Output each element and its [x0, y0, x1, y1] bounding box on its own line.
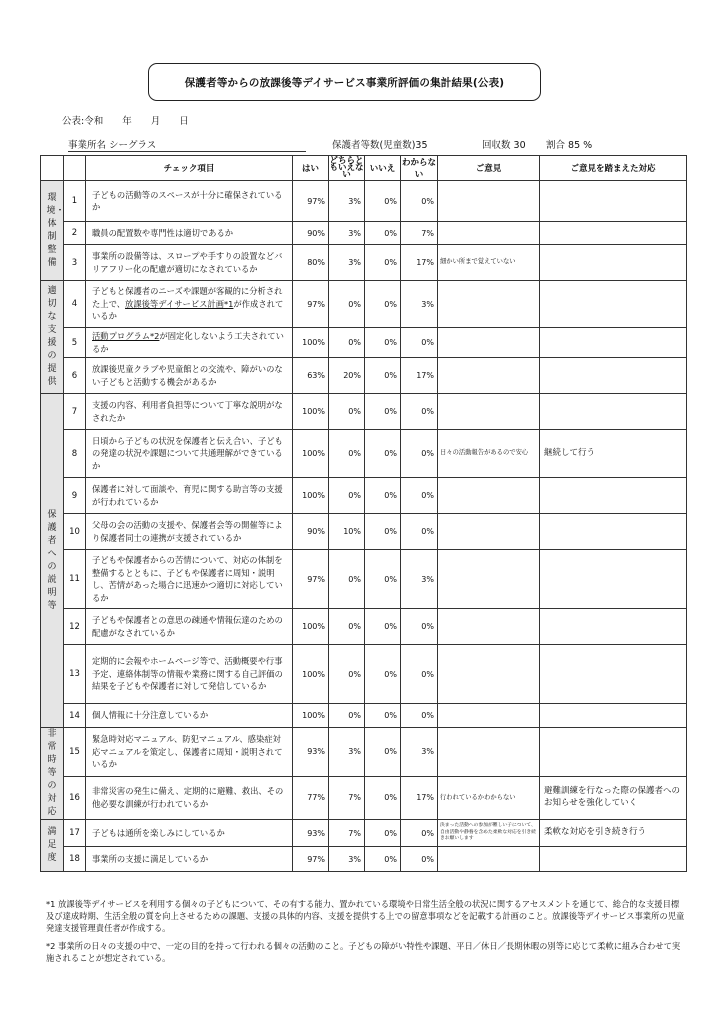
category-label: 満足度 [47, 827, 57, 863]
neither-percent: 3% [329, 245, 365, 281]
table-row [41, 550, 687, 609]
table-row [41, 728, 687, 777]
check-item [86, 847, 293, 872]
table-row [41, 222, 687, 245]
neither-percent: 3% [329, 181, 365, 222]
no-percent: 0% [365, 645, 401, 704]
response-cell [540, 514, 687, 550]
check-item-text: 父母の会の活動の支援や、保護者会等の開催等により保護者同士の連携が支援されているか [92, 520, 283, 543]
no-percent: 0% [365, 358, 401, 394]
opinion-cell: 日々の活動報告があるので安心 [438, 430, 540, 478]
guardian-count: 保護者等数(児童数)35 [332, 140, 428, 151]
no-percent: 0% [365, 609, 401, 645]
opinion-cell [438, 704, 540, 728]
neither-percent: 7% [329, 820, 365, 847]
response-cell [540, 645, 687, 704]
check-item [86, 609, 293, 645]
unknown-percent: 0% [401, 704, 438, 728]
unknown-percent: 0% [401, 394, 438, 430]
unknown-percent: 0% [401, 847, 438, 872]
yes-percent: 100% [293, 645, 329, 704]
item-number: 4 [64, 281, 86, 328]
neither-percent: 0% [329, 478, 365, 514]
check-item-text: 保護者に対して面談や、育児に関する助言等の支援が行われているか [92, 484, 283, 507]
yes-percent: 100% [293, 328, 329, 358]
yes-percent: 97% [293, 550, 329, 609]
table-header-row [41, 156, 687, 181]
check-item-text: 事業所の支援に満足しているか [92, 853, 209, 864]
yes-percent: 100% [293, 609, 329, 645]
opinion-cell [438, 550, 540, 609]
check-item-text: 子どもや保護者との意思の疎通や情報伝達のための配慮がなされているか [92, 615, 283, 638]
no-percent: 0% [365, 430, 401, 478]
item-number: 7 [64, 394, 86, 430]
check-item [86, 550, 293, 609]
neither-percent: 0% [329, 430, 365, 478]
table-row [41, 430, 687, 478]
check-item-text: 放課後児童クラブや児童館との交流や、障がいのない子どもと活動する機会があるか [92, 364, 283, 387]
unknown-percent: 0% [401, 328, 438, 358]
check-item-text: 子どもや保護者からの苦情について、対応の体制を整備するとともに、子どもや保護者に周知・説明し、苦情があった場合に迅速かつ適切に対応しているか [92, 555, 283, 603]
item-number: 5 [64, 328, 86, 358]
check-item-text: 支援の内容、利用者負担等について丁寧な説明がなされたか [92, 400, 283, 423]
category-cell [41, 820, 64, 872]
table-row [41, 645, 687, 704]
item-number: 12 [64, 609, 86, 645]
yes-percent: 80% [293, 245, 329, 281]
neither-percent: 10% [329, 514, 365, 550]
item-number: 14 [64, 704, 86, 728]
no-percent: 0% [365, 820, 401, 847]
yes-percent: 100% [293, 478, 329, 514]
opinion-cell [438, 222, 540, 245]
check-item-text: が作成されているか [92, 298, 284, 322]
table-row [41, 478, 687, 514]
response-cell [540, 704, 687, 728]
header-response: ご意見を踏まえた対応 [540, 156, 687, 181]
item-number: 9 [64, 478, 86, 514]
neither-percent: 3% [329, 728, 365, 777]
item-number: 11 [64, 550, 86, 609]
page-title: 保護者等からの放課後等デイサービス事業所評価の集計結果(公表) [148, 63, 541, 101]
category-cell [41, 281, 64, 394]
neither-percent: 0% [329, 704, 365, 728]
category-cell [41, 181, 64, 281]
header-no [64, 156, 86, 181]
unknown-percent: 3% [401, 281, 438, 328]
check-item [86, 728, 293, 777]
unknown-percent: 0% [401, 478, 438, 514]
neither-percent: 20% [329, 358, 365, 394]
check-item-text: 子どもの活動等のスペースが十分に確保されているか [92, 189, 283, 212]
no-percent: 0% [365, 478, 401, 514]
check-item [86, 704, 293, 728]
header-yes: はい [293, 156, 329, 181]
no-percent: 0% [365, 776, 401, 819]
check-item [86, 328, 293, 358]
response-cell: 継続して行う [540, 430, 687, 478]
check-item-text: 事業所の設備等は、スロープや手すりの設置などバリアフリー化の配慮が適切になされているか [92, 251, 283, 274]
yes-percent: 90% [293, 222, 329, 245]
response-cell [540, 222, 687, 245]
opinion-cell [438, 847, 540, 872]
item-number: 3 [64, 245, 86, 281]
footnote-ref: 活動プログラム*2 [92, 331, 160, 341]
item-number: 1 [64, 181, 86, 222]
opinion-cell [438, 609, 540, 645]
table-row [41, 514, 687, 550]
opinion-cell [438, 645, 540, 704]
response-cell [540, 478, 687, 514]
footnote-2: *2 事業所の日々の支援の中で、一定の目的を持って行われる個々の活動のこと。子どもの障がい特性や課題、平日／休日／長期休暇の別等に応じて柔軟に組み合わせて実施されることが想定されている。 [46, 941, 681, 963]
opinion-cell [438, 181, 540, 222]
no-percent: 0% [365, 394, 401, 430]
check-item-text: 緊急時対応マニュアル、防犯マニュアル、感染症対応マニュアルを策定し、保護者に周知・説明されているか [92, 734, 283, 770]
check-item-text: 個人情報に十分注意しているか [92, 710, 209, 721]
neither-percent: 3% [329, 222, 365, 245]
evaluation-table [40, 155, 687, 872]
unknown-percent: 3% [401, 550, 438, 609]
unknown-percent: 7% [401, 222, 438, 245]
yes-percent: 100% [293, 704, 329, 728]
response-cell: 避難訓練を行なった際の保護者へのお知らせを強化していく [540, 776, 687, 819]
response-cell: 柔軟な対応を引き続き行う [540, 820, 687, 847]
check-item [86, 281, 293, 328]
neither-percent: 0% [329, 328, 365, 358]
no-percent: 0% [365, 281, 401, 328]
table-row [41, 181, 687, 222]
no-percent: 0% [365, 550, 401, 609]
table-row [41, 776, 687, 819]
check-item [86, 514, 293, 550]
unknown-percent: 17% [401, 245, 438, 281]
check-item [86, 181, 293, 222]
category-label: 適切な支援の提供 [47, 286, 57, 387]
check-item [86, 430, 293, 478]
yes-percent: 97% [293, 847, 329, 872]
table-row [41, 281, 687, 328]
office-info-line [68, 137, 634, 151]
header-category [41, 156, 64, 181]
header-unknown: わからない [401, 156, 438, 181]
yes-percent: 97% [293, 181, 329, 222]
neither-percent: 0% [329, 281, 365, 328]
opinion-cell: 決まった活動への参加が難しい子について、自由活動や静養を含めた柔軟な対応を引き続きお願いします [438, 820, 540, 847]
unknown-percent: 0% [401, 181, 438, 222]
check-item [86, 358, 293, 394]
no-percent: 0% [365, 245, 401, 281]
no-percent: 0% [365, 514, 401, 550]
check-item-text: が固定化しないよう工夫されているか [92, 331, 284, 354]
footnote-1: *1 放課後等デイサービスを利用する個々の子どもについて、その有する能力、置かれている環境や日常生活全般の状況に関するアセスメントを通じて、総合的な支援目標及び達成時期、生活全般の質を向上させるための課題、支援の具体的内容、支援を提供する上での留意事項などを記載する計画のこと。放課後等デイサービス事業所の児童発達支援管理責任者が作成する。 [46, 899, 685, 933]
header-neither: どちらともいえない [329, 155, 364, 180]
item-number: 17 [64, 820, 86, 847]
check-item [86, 245, 293, 281]
category-label: 環境・体制整備 [46, 192, 65, 268]
opinion-cell [438, 514, 540, 550]
table-row [41, 245, 687, 281]
unknown-percent: 0% [401, 820, 438, 847]
response-cell [540, 358, 687, 394]
header-no-answer: いいえ [365, 156, 401, 181]
no-percent: 0% [365, 728, 401, 777]
yes-percent: 77% [293, 776, 329, 819]
unknown-percent: 0% [401, 514, 438, 550]
check-item-text: 職員の配置数や専門性は適切であるか [92, 227, 234, 238]
category-label: 保護者への説明等 [47, 509, 57, 611]
footnote-ref: 放課後等デイサービス計画*1 [125, 298, 234, 309]
table-row [41, 847, 687, 872]
check-item-text: 子どもは通所を楽しみにしているか [92, 827, 225, 838]
table-row [41, 820, 687, 847]
unknown-percent: 0% [401, 645, 438, 704]
response-cell [540, 328, 687, 358]
header-opinion: ご意見 [438, 156, 540, 181]
check-item [86, 820, 293, 847]
yes-percent: 100% [293, 394, 329, 430]
neither-percent: 0% [329, 609, 365, 645]
office-name: 事業所名 シーグラス [68, 137, 306, 152]
yes-percent: 90% [293, 514, 329, 550]
category-cell [41, 394, 64, 728]
check-item [86, 394, 293, 430]
response-rate: 割合 85 % [546, 140, 593, 151]
item-number: 6 [64, 358, 86, 394]
no-percent: 0% [365, 328, 401, 358]
publish-date-line: 公表:令和 年 月 日 [62, 116, 189, 127]
check-item-text: 非常災害の発生に備え、定期的に避難、救出、その他必要な訓練が行われているか [92, 786, 284, 809]
unknown-percent: 0% [401, 430, 438, 478]
unknown-percent: 17% [401, 776, 438, 819]
category-label: 非常時等の対応 [47, 729, 57, 817]
check-item [86, 645, 293, 704]
no-percent: 0% [365, 704, 401, 728]
table-row [41, 358, 687, 394]
response-cell [540, 550, 687, 609]
category-cell [41, 728, 64, 820]
item-number: 2 [64, 222, 86, 245]
response-cell [540, 281, 687, 328]
check-item [86, 222, 293, 245]
item-number: 10 [64, 514, 86, 550]
table-row [41, 609, 687, 645]
no-percent: 0% [365, 847, 401, 872]
yes-percent: 93% [293, 820, 329, 847]
unknown-percent: 17% [401, 358, 438, 394]
neither-percent: 7% [329, 776, 365, 819]
neither-percent: 0% [329, 394, 365, 430]
table-row [41, 704, 687, 728]
item-number: 13 [64, 645, 86, 704]
received-count: 回収数 30 [482, 140, 526, 151]
no-percent: 0% [365, 181, 401, 222]
item-number: 8 [64, 430, 86, 478]
header-item: チェック項目 [86, 156, 293, 181]
opinion-cell: 行われているかわからない [438, 776, 540, 819]
neither-percent: 3% [329, 847, 365, 872]
yes-percent: 100% [293, 430, 329, 478]
response-cell [540, 181, 687, 222]
opinion-cell [438, 394, 540, 430]
neither-percent: 0% [329, 550, 365, 609]
check-item [86, 478, 293, 514]
opinion-cell [438, 281, 540, 328]
opinion-cell [438, 478, 540, 514]
table-row [41, 328, 687, 358]
table-row [41, 394, 687, 430]
check-item-text: 日頃から子どもの状況を保護者と伝え合い、子どもの発達の状況や課題について共通理解ができているか [92, 435, 283, 471]
response-cell [540, 728, 687, 777]
yes-percent: 97% [293, 281, 329, 328]
response-cell [540, 847, 687, 872]
item-number: 16 [64, 776, 86, 819]
response-cell [540, 394, 687, 430]
check-item-text: 子どもと保護者のニーズや課題が客観的に分析された上で、 [92, 286, 283, 309]
opinion-cell [438, 358, 540, 394]
item-number: 15 [64, 728, 86, 777]
unknown-percent: 3% [401, 728, 438, 777]
check-item-text: 定期的に会報やホームページ等で、活動概要や行事予定、連絡体制等の情報や業務に関する自己評価の結果を子どもや保護者に対して発信しているか [92, 656, 283, 692]
item-number: 18 [64, 847, 86, 872]
opinion-cell [438, 328, 540, 358]
yes-percent: 93% [293, 728, 329, 777]
neither-percent: 0% [329, 645, 365, 704]
opinion-cell [438, 728, 540, 777]
response-cell [540, 609, 687, 645]
check-item [86, 776, 293, 819]
response-cell [540, 245, 687, 281]
opinion-cell: 細かい所まで覚えていない [438, 245, 540, 281]
yes-percent: 63% [293, 358, 329, 394]
unknown-percent: 0% [401, 609, 438, 645]
no-percent: 0% [365, 222, 401, 245]
